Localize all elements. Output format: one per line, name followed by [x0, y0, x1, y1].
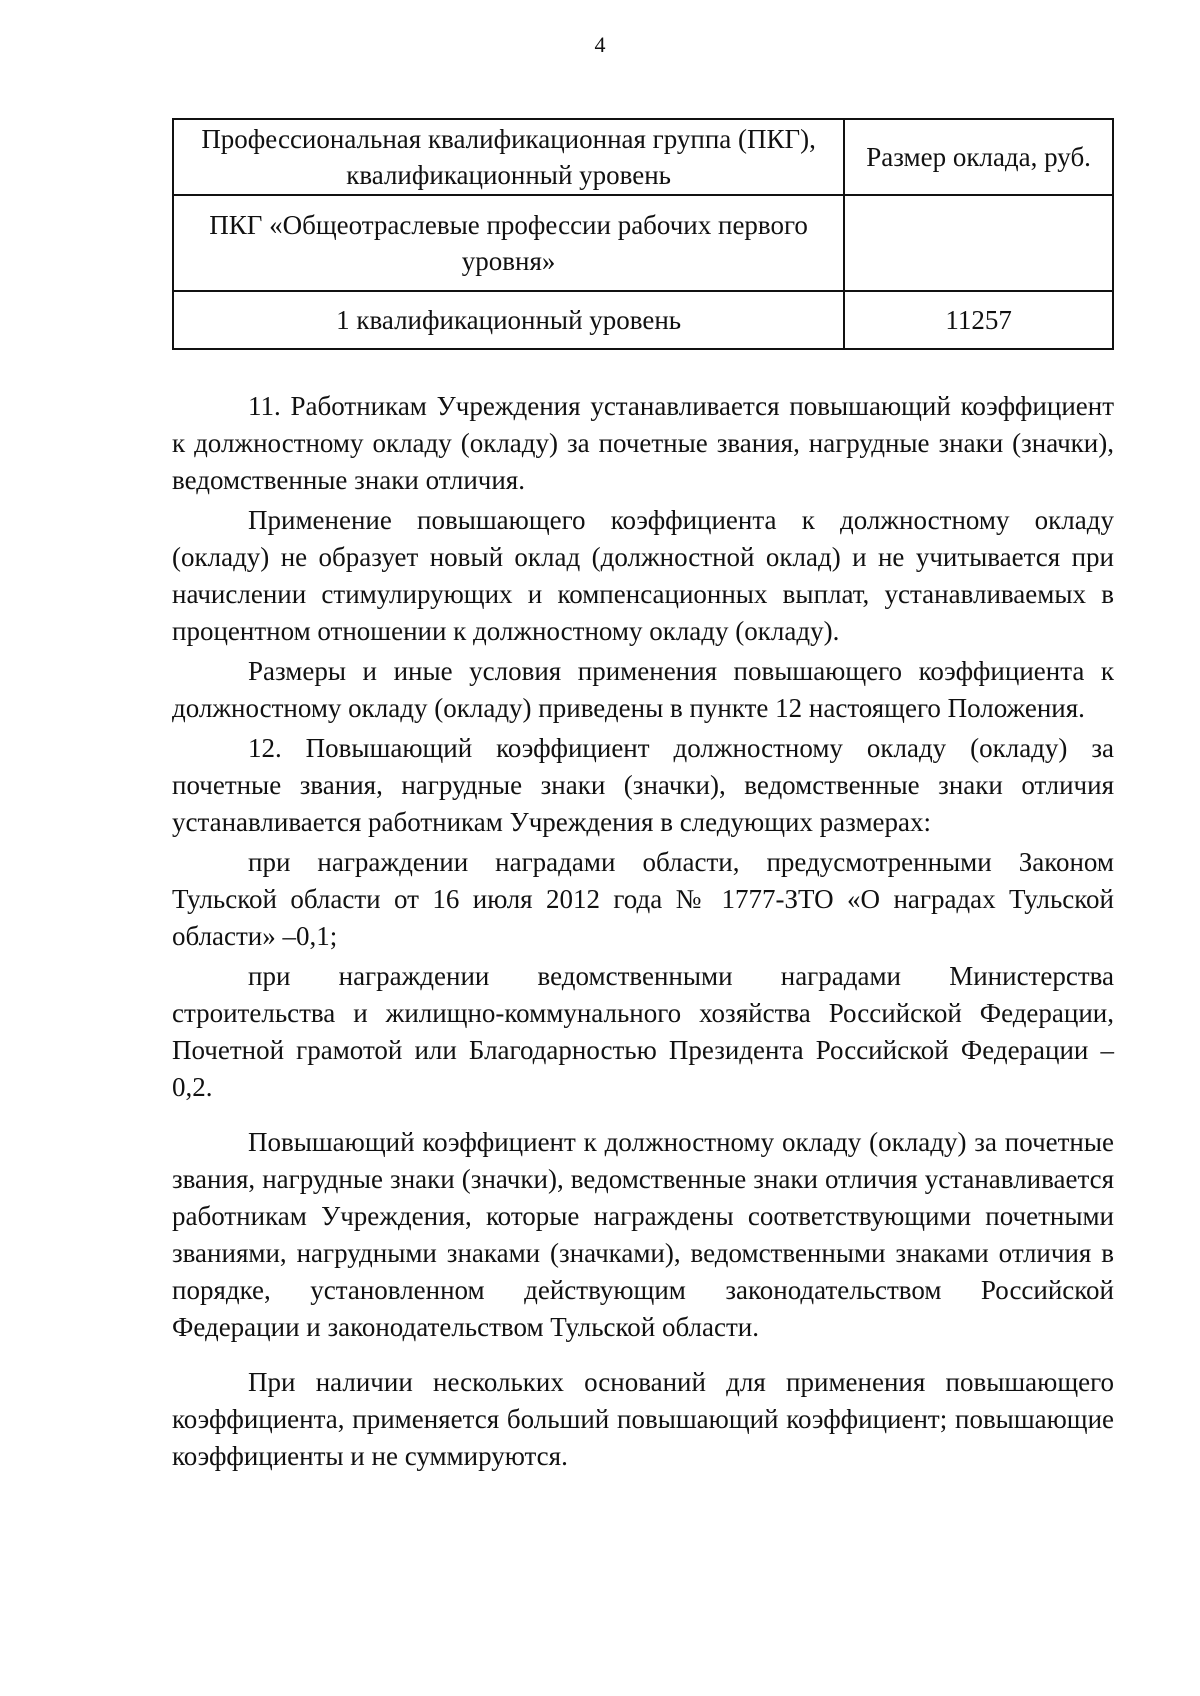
paragraph: Применение повышающего коэффициента к должностному окладу (окладу) не образует новый оклад (должностной оклад) и не учитывается при начислении стимулирующих и компенсационных выплат, устанавливаемых в процентном отношении к должностному окладу (окладу). [172, 505, 1114, 646]
salary-table [172, 118, 1114, 350]
table-cell-value: 11257 [844, 291, 1113, 349]
table-header-row [173, 119, 1113, 195]
table-row [173, 291, 1113, 349]
paragraph-12: 12. Повышающий коэффициент должностному окладу (окладу) за почетные звания, нагрудные знаки (значки), ведомственные знаки отличия устанавливается работникам Учреждения в следующих размерах: [172, 733, 1114, 837]
paragraph: Размеры и иные условия применения повышающего коэффициента к должностному окладу (окладу) приведены в пункте 12 настоящего Положения. [172, 656, 1114, 723]
paragraph: Повышающий коэффициент к должностному окладу (окладу) за почетные звания, нагрудные знаки (значки), ведомственные знаки отличия устанавливается работникам Учреждения, которые награждены соответствующими почетными званиями, нагрудными знаками (значками), ведомственными знаками отличия в порядке, установленном действующим законодательством Российской Федерации и законодательством Тульской области. [172, 1127, 1114, 1342]
table-cell-name: ПКГ «Общеотраслевые профессии рабочих первого уровня» [173, 195, 844, 291]
paragraph: при награждении ведомственными наградами Министерства строительства и жилищно-коммунального хозяйства Российской Федерации, Почетной грамотой или Благодарностью Президента Российской Федерации – 0,2. [172, 961, 1114, 1102]
table-header-name: Профессиональная квалификационная группа (ПКГ), квалификационный уровень [173, 119, 844, 195]
table-row [173, 195, 1113, 291]
table-cell-value [844, 195, 1113, 291]
document-body [172, 388, 1114, 1478]
paragraph: При наличии нескольких оснований для применения повышающего коэффициента, применяется больший повышающий коэффициент; повышающие коэффициенты и не суммируются. [172, 1367, 1114, 1471]
paragraph: при награждении наградами области, предусмотренными Законом Тульской области от 16 июля 2012 года № 1777-ЗТО «О наградах Тульской области» –0,1; [172, 847, 1114, 951]
paragraph-11: 11. Работникам Учреждения устанавливается повышающий коэффициент к должностному окладу (окладу) за почетные звания, нагрудные знаки (значки), ведомственные знаки отличия. [172, 391, 1114, 495]
table-cell-name: 1 квалификационный уровень [173, 291, 844, 349]
table-header-value: Размер оклада, руб. [844, 119, 1113, 195]
page-number: 4 [594, 32, 606, 57]
